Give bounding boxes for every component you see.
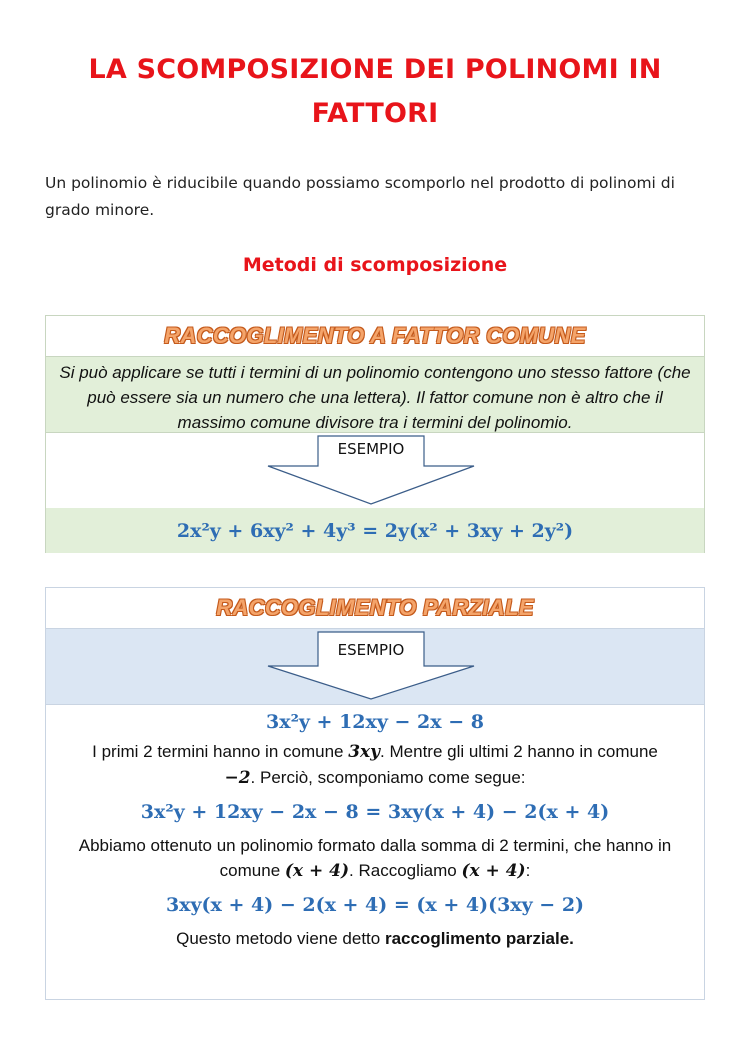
section-parziale-heading: RACCOGLIMENTO PARZIALE xyxy=(46,588,704,629)
explanation-2-c: : xyxy=(525,861,531,880)
explanation-1-math2: −2 xyxy=(224,768,251,788)
formula-fattor-comune xyxy=(46,508,704,553)
explanation-1-a: I primi 2 termini hanno in comune xyxy=(92,742,349,761)
explanation-1-c: . Perciò, scomponiamo come segue: xyxy=(250,768,526,787)
explanation-3 xyxy=(46,926,704,951)
example-label-2: ESEMPIO xyxy=(337,641,405,659)
intro-paragraph: Un polinomio è riducibile quando possiamo scomporlo nel prodotto di polinomi di grado minore. xyxy=(45,174,675,219)
example-arrow-1 xyxy=(46,433,704,508)
section-subtitle: Metodi di scomposizione xyxy=(242,254,508,276)
page-title-line2: FATTORI xyxy=(311,98,439,129)
example-label-1: ESEMPIO xyxy=(337,440,405,458)
formula-parziale-2: 3x²y + 12xy − 2x − 8 = 3xy(x + 4) − 2(x + 4) xyxy=(140,801,610,823)
explanation-3-bold: raccoglimento parziale. xyxy=(384,929,574,948)
formula-parziale-1: 3x²y + 12xy − 2x − 8 xyxy=(266,711,484,733)
explanation-2-a: Abbiamo ottenuto un polinomio formato dalla somma di 2 termini, che hanno in comune xyxy=(78,836,672,880)
page-title-line1: LA SCOMPOSIZIONE DEI POLINOMI IN xyxy=(88,54,662,85)
section-fattor-comune-heading: RACCOGLIMENTO A FATTOR COMUNE xyxy=(46,316,704,357)
explanation-2-math2: (x + 4) xyxy=(461,861,526,881)
explanation-2-b: . Raccogliamo xyxy=(349,861,462,880)
explanation-2 xyxy=(46,833,704,884)
explanation-1-math1: 3xy xyxy=(348,742,381,762)
section-raccoglimento-parziale xyxy=(45,587,705,1000)
explanation-1 xyxy=(46,739,704,791)
formula-parziale-3: 3xy(x + 4) − 2(x + 4) = (x + 4)(3xy − 2) xyxy=(165,894,585,916)
explanation-2-math1: (x + 4) xyxy=(284,861,350,881)
section-fattor-comune-description: Si può applicare se tutti i termini di un polinomio contengono uno stesso fattore (che può essere sia un numero che una lettera). Il fattor comune non è altro che il massimo comune divisore tra i termini del polinomio. xyxy=(46,357,704,433)
formula-fattor-comune-text: 2x²y + 6xy² + 4y³ = 2y(x² + 3xy + 2y²) xyxy=(176,519,574,542)
section-fattor-comune xyxy=(45,315,705,553)
example-arrow-2 xyxy=(46,629,704,705)
page-title xyxy=(40,48,710,136)
explanation-3-a: Questo metodo viene detto xyxy=(176,929,385,948)
explanation-1-b: . Mentre gli ultimi 2 hanno in comune xyxy=(380,742,658,761)
